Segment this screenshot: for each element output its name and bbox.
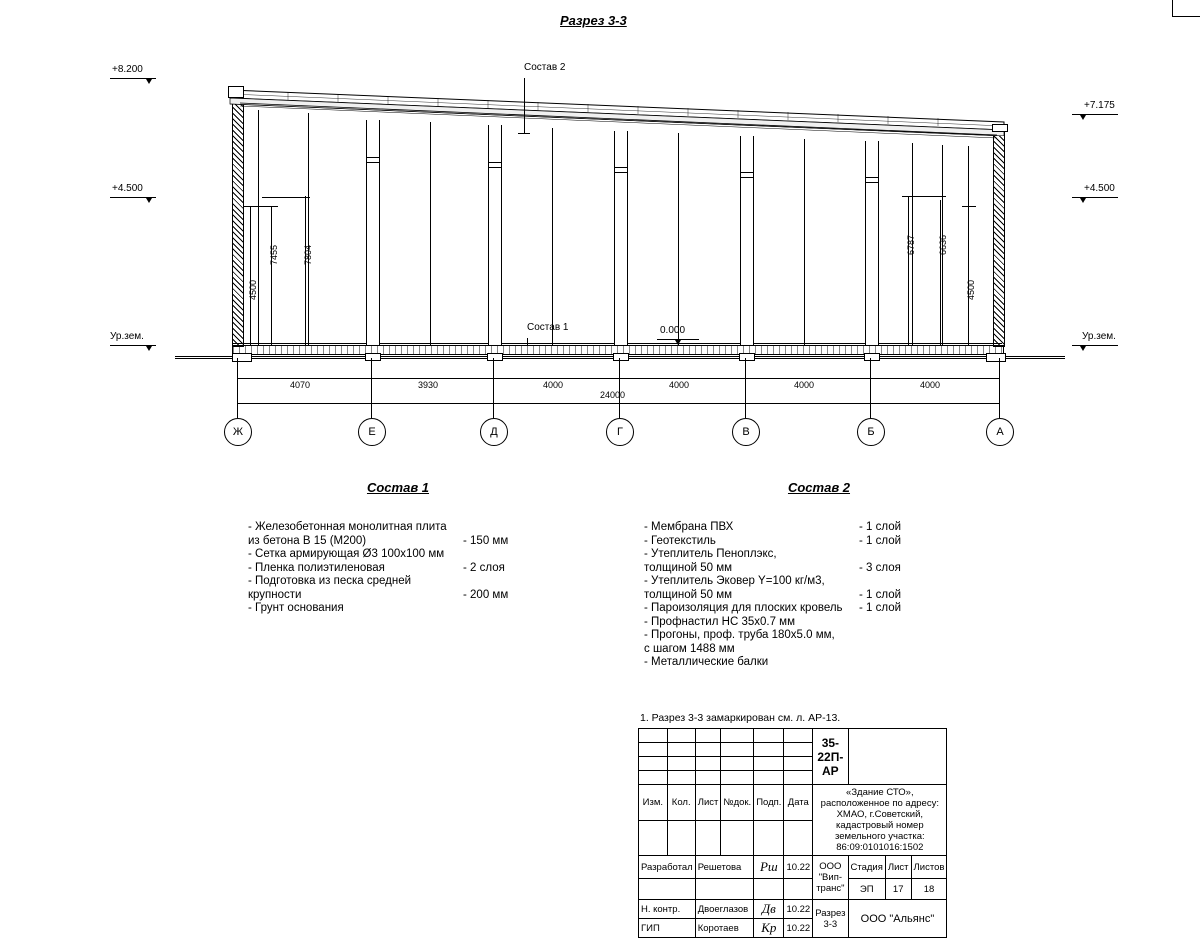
wall-right: [993, 124, 1005, 347]
rev-cell: [721, 820, 754, 856]
level-right-1-arrow: [1080, 115, 1086, 120]
rev-cell: [721, 729, 754, 743]
vdim-left-tick-a: [244, 206, 278, 207]
role-2-date: 10.22: [784, 919, 813, 938]
sostav-2-text-7: - Профнастил НС 35х0.7 мм: [644, 615, 795, 628]
list-item: [644, 602, 994, 616]
axis-bubble-D: Д: [480, 418, 508, 446]
vdim-left-7804: 7804: [303, 244, 313, 265]
sostav-2-value-4: [859, 575, 949, 589]
table-row: [639, 785, 947, 821]
sostav-1-value-5: - 200 мм: [463, 588, 509, 601]
level-right-3-line: [1072, 345, 1118, 346]
rev-header-5: Дата: [784, 785, 813, 821]
sostav-2-block: [644, 480, 994, 670]
list-item: [248, 548, 578, 562]
object-line-1: «Здание СТО», расположенное по адресу: ХМАО, г.Советский,: [820, 787, 939, 820]
stage-header-0: Стадия: [848, 856, 885, 879]
column-V: [740, 136, 754, 345]
list-item: [248, 521, 578, 535]
stage-value-2: 18: [911, 879, 947, 900]
callout-sostav-1-leader: [527, 338, 528, 346]
footing-mid-5: [864, 353, 880, 361]
sostav-1-title: Состав 1: [366, 480, 430, 495]
sostav-1-value-2: [463, 548, 553, 562]
sostav-2-text-6: - Пароизоляция для плоских кровель: [644, 602, 843, 614]
rev-cell: [784, 820, 813, 856]
list-item: [248, 562, 578, 576]
list-item: [644, 535, 994, 549]
rev-cell: [784, 729, 813, 743]
rev-cell: [695, 743, 721, 757]
rev-cell: [667, 820, 695, 856]
footing-mid-4: [739, 353, 755, 361]
axis-bubble-B: Б: [857, 418, 885, 446]
sostav-1-text-5: крупности: [248, 588, 302, 601]
level-right-3-arrow: [1080, 346, 1086, 351]
level-left-1-arrow: [146, 79, 152, 84]
rev-cell: [667, 729, 695, 743]
footing-mid-1: [365, 353, 381, 361]
frame-line-1: [258, 110, 259, 345]
rev-header-0: Изм.: [639, 785, 668, 821]
sostav-1-text-1: из бетона В 15 (М200): [248, 534, 367, 547]
stage-header-2: Листов: [911, 856, 947, 879]
vdim-left-tick-b: [262, 197, 310, 198]
sostav-2-value-9: [859, 643, 949, 657]
list-item: [248, 535, 578, 549]
role-2: ГИП: [639, 919, 696, 938]
span-dim-3: 4000: [543, 380, 564, 390]
vdim-left-ext-1: [250, 206, 251, 346]
frame-line-3: [430, 122, 431, 345]
stamp-table: [638, 728, 947, 938]
sostav-2-text-2: - Утеплитель Пеноплэкс,: [644, 548, 777, 560]
rev-header-1: Кол.: [667, 785, 695, 821]
span-dim-1: 4070: [290, 380, 311, 390]
axis-bubble-G: Г: [606, 418, 634, 446]
role-1-signature: Дв: [754, 900, 784, 919]
rev-header-2: Лист: [695, 785, 721, 821]
vdim-left-ext-3: [305, 196, 306, 346]
rev-cell: [754, 743, 784, 757]
sostav-2-value-10: [859, 656, 949, 670]
sostav-2-text-1: - Геотекстиль: [644, 534, 716, 547]
stamp-code: 35-22П-АР: [813, 729, 848, 785]
level-right-2: +4.500: [1084, 183, 1115, 194]
axis-ext-V: [745, 358, 746, 418]
callout-sostav-2-tick: [518, 133, 530, 134]
rev-cell: [695, 757, 721, 771]
list-item: [644, 521, 994, 535]
total-dim-line: [237, 403, 999, 404]
vdim-right-ext-2: [940, 200, 941, 346]
rev-cell: [639, 771, 668, 785]
level-right-2-line: [1072, 197, 1118, 198]
frame-line-4: [552, 128, 553, 345]
sostav-2-text-9: с шагом 1488 мм: [644, 642, 735, 655]
column-B: [865, 141, 879, 345]
company-client: ООО "Альянс": [848, 900, 947, 938]
sostav-1-block: [248, 480, 578, 616]
axis-bubble-E: Е: [358, 418, 386, 446]
list-item: [644, 656, 994, 670]
rev-cell: [721, 757, 754, 771]
level-right-1: +7.175: [1084, 100, 1115, 111]
vdim-left-ext-2: [271, 206, 272, 346]
vdim-right-ext-3: [968, 206, 969, 346]
rev-cell: [784, 743, 813, 757]
page-title: Разрез 3-3: [560, 13, 627, 28]
company-design: ООО "Вип-транс": [813, 856, 848, 900]
rev-cell: [754, 757, 784, 771]
role-0-name: Решетова: [695, 856, 753, 879]
level-left-3: Ур.зем.: [110, 331, 144, 342]
vdim-right-tick-a: [902, 196, 946, 197]
sostav-2-value-3: - 3 слоя: [859, 561, 901, 574]
rev-cell: [784, 771, 813, 785]
vdim-right-6636: 6636: [938, 234, 948, 255]
list-item: [248, 602, 578, 616]
opening-mark-4: [740, 172, 754, 178]
role-0-date: 10.22: [784, 856, 813, 879]
sostav-2-text-3: толщиной 50 мм: [644, 561, 733, 574]
level-right-1-line: [1072, 114, 1118, 115]
rev-cell: [721, 771, 754, 785]
role-0: Разработал: [639, 856, 696, 879]
axis-ext-D: [493, 358, 494, 418]
object-line-2: кадастровый номер земельного участка: 86:09:0101016:1502: [835, 820, 925, 853]
rev-cell: [754, 820, 784, 856]
opening-mark-2: [488, 162, 502, 168]
sostav-2-text-5: толщиной 50 мм: [644, 588, 733, 601]
vdim-left-4500: 4500: [248, 279, 258, 300]
level-left-2-arrow: [146, 198, 152, 203]
role-2-signature: Кр: [754, 919, 784, 938]
sostav-2-value-2: [859, 548, 949, 562]
sostav-2-value-5: - 1 слой: [859, 588, 902, 601]
list-item: [644, 629, 994, 643]
frame-line-2: [308, 113, 309, 345]
rev-cell: [784, 757, 813, 771]
sostav-1-text-4: - Подготовка из песка средней: [248, 575, 412, 587]
stage-value-0: ЭП: [848, 879, 885, 900]
row-spacer-d: [784, 879, 813, 900]
axis-bubble-A: А: [986, 418, 1014, 446]
rev-cell: [639, 820, 668, 856]
footing-right: [986, 353, 1006, 362]
stage-header-1: Лист: [885, 856, 911, 879]
axis-ext-A: [999, 358, 1000, 418]
list-item: [644, 562, 994, 576]
sostav-1-text-6: - Грунт основания: [248, 602, 344, 614]
opening-mark-1: [366, 157, 380, 163]
sostav-2-value-8: [859, 629, 949, 643]
opening-mark-3: [614, 167, 628, 173]
sostav-2-value-7: [859, 616, 949, 630]
footing-left: [232, 353, 252, 362]
axis-ext-B: [870, 358, 871, 418]
role-1: Н. контр.: [639, 900, 696, 919]
column-D: [488, 125, 502, 345]
rev-cell: [754, 729, 784, 743]
row-spacer-c: [754, 879, 784, 900]
sostav-1-value-0: [463, 521, 553, 535]
sostav-2-text-0: - Мембрана ПВХ: [644, 521, 734, 533]
object-description: [813, 785, 947, 856]
row-spacer-b: [695, 879, 753, 900]
table-row: [639, 856, 947, 879]
rev-cell: [695, 771, 721, 785]
rev-cell: [754, 771, 784, 785]
rev-header-4: Подп.: [754, 785, 784, 821]
span-dim-4: 4000: [669, 380, 690, 390]
sostav-1-value-1: - 150 мм: [463, 534, 509, 547]
vdim-left-7455: 7455: [269, 244, 279, 265]
rev-cell: [667, 771, 695, 785]
frame-line-5: [678, 133, 679, 345]
list-item: [248, 589, 578, 603]
total-dim: 24000: [600, 390, 626, 400]
callout-sostav-1: Состав 1: [527, 322, 569, 333]
column-E: [366, 120, 380, 345]
rev-cell: [639, 743, 668, 757]
parapet-left: [228, 86, 244, 98]
axis-ext-G: [619, 358, 620, 418]
zero-level-label: 0.000: [660, 325, 686, 336]
sostav-1-text-0: - Железобетонная монолитная плита: [248, 521, 447, 533]
rev-cell: [667, 757, 695, 771]
sostav-2-title: Состав 2: [787, 480, 851, 495]
level-left-1: +8.200: [112, 64, 143, 75]
list-item: [644, 548, 994, 562]
rev-cell: [639, 729, 668, 743]
role-2-name: Коротаев: [695, 919, 753, 938]
sheet-title: Разрез 3-3: [813, 900, 848, 938]
zero-level-arrow: [675, 340, 681, 345]
axis-ext-J: [237, 358, 238, 418]
sostav-2-value-6: - 1 слой: [859, 602, 902, 614]
rev-cell: [695, 820, 721, 856]
row-spacer-a: [639, 879, 696, 900]
role-1-name: Двоеглазов: [695, 900, 753, 919]
span-dim-2: 3930: [418, 380, 439, 390]
sostav-1-value-6: [463, 602, 553, 616]
table-row: [639, 729, 947, 743]
opening-mark-5: [865, 177, 879, 183]
table-row: [639, 900, 947, 919]
axis-bubble-V: В: [732, 418, 760, 446]
frame-line-6: [804, 139, 805, 345]
sostav-1-value-4: [463, 575, 553, 589]
role-1-date: 10.22: [784, 900, 813, 919]
level-left-2: +4.500: [112, 183, 143, 194]
rev-header-3: №док.: [721, 785, 754, 821]
list-item: [644, 616, 994, 630]
sostav-2-text-10: - Металлические балки: [644, 656, 769, 668]
list-item: [644, 575, 994, 589]
axis-bubble-J: Ж: [224, 418, 252, 446]
table-row: [639, 879, 947, 900]
role-0-signature: Рш: [754, 856, 784, 879]
sostav-2-value-0: - 1 слой: [859, 521, 902, 533]
stamp-spacer-right: [848, 729, 947, 785]
level-right-2-arrow: [1080, 198, 1086, 203]
stage-value-1: 17: [885, 879, 911, 900]
footing-mid-2: [487, 353, 503, 361]
sostav-1-text-3: - Пленка полиэтиленовая: [248, 561, 385, 574]
span-dim-5: 4000: [794, 380, 815, 390]
vdim-right-ext-1: [908, 196, 909, 346]
sostav-2-text-8: - Прогоны, проф. труба 180х5.0 мм,: [644, 629, 835, 641]
span-dim-6: 4000: [920, 380, 941, 390]
rev-cell: [695, 729, 721, 743]
axis-ext-E: [371, 358, 372, 418]
sostav-2-text-4: - Утеплитель Эковер Y=100 кг/м3,: [644, 575, 825, 587]
sostav-2-value-1: - 1 слой: [859, 534, 902, 547]
vdim-right-6787: 6787: [906, 234, 916, 255]
list-item: [644, 589, 994, 603]
rev-cell: [721, 743, 754, 757]
sostav-1-value-3: - 2 слоя: [463, 561, 505, 574]
general-note: 1. Разрез 3-3 замаркирован см. л. АР-13.: [640, 712, 841, 724]
span-dim-line: [237, 378, 999, 379]
callout-sostav-2-leader: [524, 78, 525, 133]
list-item: [248, 575, 578, 589]
rev-cell: [639, 757, 668, 771]
rev-cell: [667, 743, 695, 757]
column-G: [614, 131, 628, 345]
level-left-3-arrow: [146, 346, 152, 351]
footing-mid-3: [613, 353, 629, 361]
vdim-right-tick-b: [962, 206, 976, 207]
sostav-1-text-2: - Сетка армирующая Ø3 100х100 мм: [248, 548, 445, 560]
level-right-3: Ур.зем.: [1082, 331, 1116, 342]
vdim-right-4500: 4500: [966, 279, 976, 300]
callout-sostav-2: Состав 2: [524, 62, 566, 73]
list-item: [644, 643, 994, 657]
